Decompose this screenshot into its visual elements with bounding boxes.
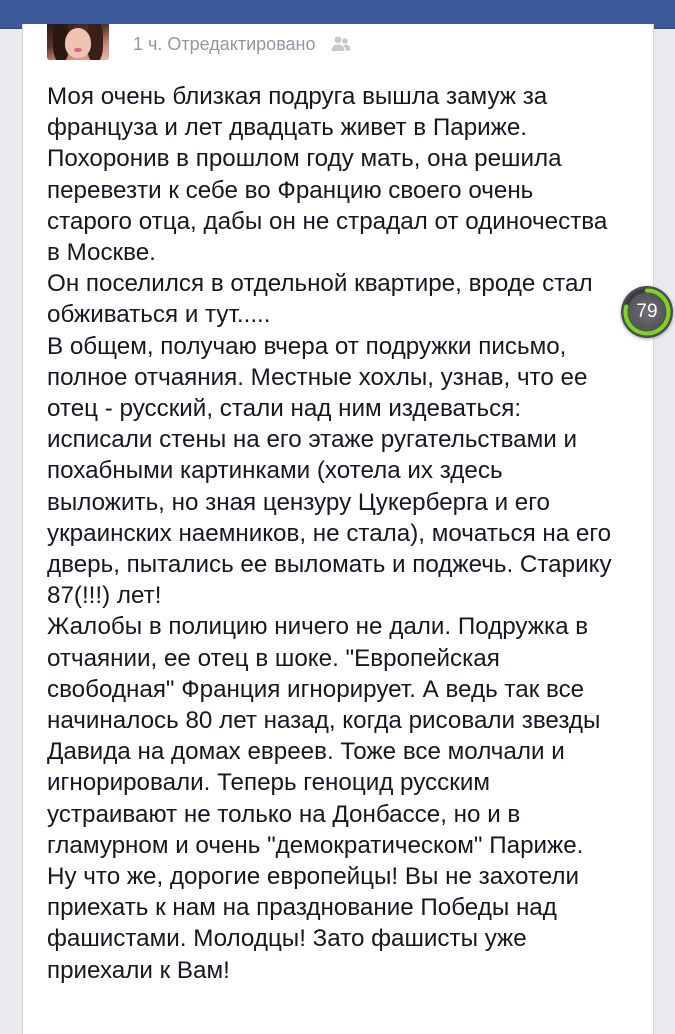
post-text <box>47 81 645 986</box>
post-text-line: Он поселился в отдельной квартире, вроде стал <box>47 270 593 298</box>
post-text-line: Давида на домах евреев. Тоже все молчали и <box>47 738 565 766</box>
post-text-line: украинских наемников, не стала), мочаться на его <box>47 519 612 547</box>
post-text-line: приехать к нам на празднование Победы над <box>47 894 557 922</box>
post-text-line: 87(!!!) лет! <box>47 582 162 610</box>
avatar-face <box>65 28 91 58</box>
score-value: 79 <box>636 301 658 322</box>
post-edited-label[interactable]: Отредактировано <box>167 33 316 54</box>
avatar-lips <box>74 48 82 52</box>
post-text-line: отец - русский, стали над ним издеваться: <box>47 395 522 423</box>
post-text-line: отчаянии, ее отец в шоке. "Европейская <box>47 644 500 672</box>
post-text-line: француза и лет двадцать живет в Париже. <box>47 114 528 142</box>
post-text-line: игнорировали. Теперь геноцид русским <box>47 769 490 797</box>
post-text-line: полное отчаяния. Местные хохлы, узнав, что ее <box>47 363 588 391</box>
post-text-line: выложить, но зная цензуру Цукерберга и его <box>47 488 550 516</box>
post-text-line: В общем, получаю вчера от подружки письмо, <box>47 332 567 360</box>
post-text-line: фашистами. Молодцы! Зато фашисты уже <box>47 925 527 953</box>
post-text-line: свободная" Франция игнорирует. А ведь так все <box>47 675 585 703</box>
post-text-line: Похоронив в прошлом году мать, она решила <box>47 145 562 173</box>
post-text-line: перевезти к себе во Францию своего очень <box>47 176 534 204</box>
post-text-line: в Москве. <box>47 239 156 267</box>
post-text-line: похабными картинками (хотела их здесь <box>47 457 503 485</box>
author-avatar[interactable] <box>47 24 109 60</box>
post-text-line: исписали стены на его этаже ругательствами и <box>47 426 578 454</box>
post-text-line: начиналось 80 лет назад, когда рисовали звезды <box>47 707 601 735</box>
post-text-line: устраивают не только на Донбассе, но и в <box>47 800 521 828</box>
post-timestamp-group[interactable] <box>133 34 316 55</box>
post-text-line: дверь, пытались ее выломать и поджечь. Старику <box>47 551 612 579</box>
post-text-line: обживаться и тут..... <box>47 301 271 329</box>
post-meta <box>133 32 352 56</box>
post-text-line: Моя очень близкая подруга вышла замуж за <box>47 83 548 110</box>
post-text-line: Ну что же, дорогие европейцы! Вы не захотели <box>47 863 579 891</box>
post-text-line: старого отца, дабы он не страдал от одиночества <box>47 207 608 235</box>
post-text-line: гламурном и очень "демократическом" Париже. <box>47 831 584 859</box>
post-card <box>22 24 654 1034</box>
post-text-line: приехали к Вам! <box>47 956 230 984</box>
post-text-line: Жалобы в полицию ничего не дали. Подружка в <box>47 613 589 641</box>
friends-icon[interactable] <box>330 35 352 53</box>
friends-icon-svg <box>330 35 352 53</box>
score-badge[interactable] <box>621 286 673 338</box>
post-timestamp[interactable]: 1 ч. <box>133 33 163 54</box>
